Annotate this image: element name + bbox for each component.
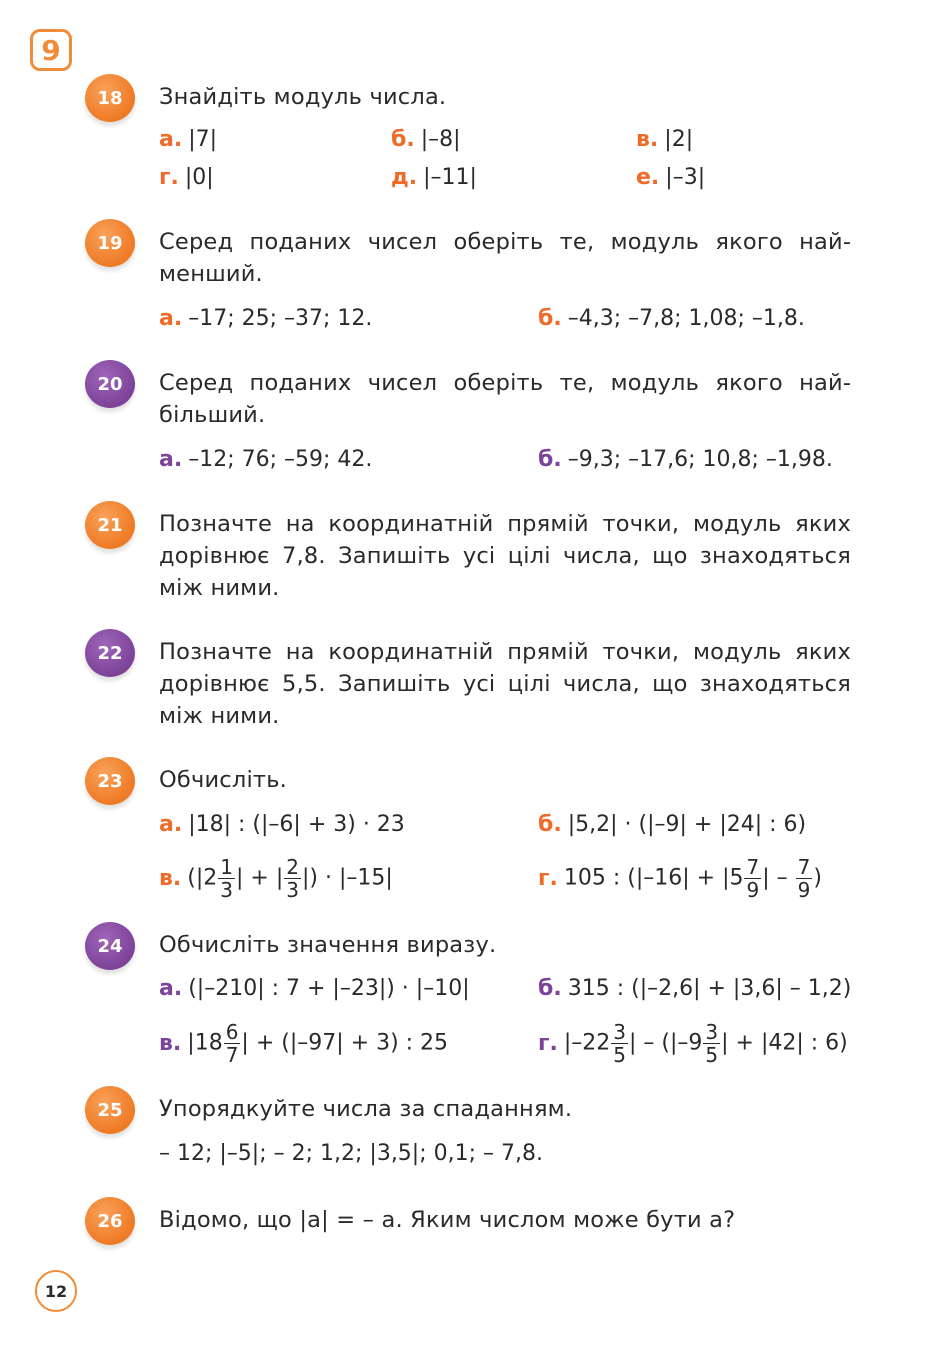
fraction: $\frac{7}{9}$: [746, 855, 760, 902]
task-18-option-b: б. |–8|: [391, 127, 461, 152]
task-number-18: 18: [85, 74, 135, 122]
task-19-option-b: б. –4,3; –7,8; 1,08; –1,8.: [538, 306, 805, 331]
task-24-option-a: а. (|–210| : 7 + |–23|) · |–10|: [159, 976, 470, 1001]
task-19-text: Серед поданих чисел оберіть те, модуль якого найменший.: [159, 229, 851, 287]
task-24-option-v: в. |18 $\frac{6}{7}$ | + (|–97| + 3) : 25: [159, 1020, 449, 1067]
task-number-23: 23: [85, 757, 135, 805]
task-21-text: Позначте на координатній прямій точки, модуль яких дорівнює 7,8. Запишіть усі цілі числа, що знаходяться між ними.: [159, 511, 851, 601]
task-number-25: 25: [85, 1086, 135, 1134]
fraction: $\frac{1}{3}$: [220, 855, 234, 902]
task-20-option-b: б. –9,3; –17,6; 10,8; –1,98.: [538, 447, 833, 472]
task-22-text: Позначте на координатній прямій точки, модуль яких дорівнює 5,5. Запишіть усі цілі числа, що знаходяться між ними.: [159, 639, 851, 729]
fraction: $\frac{6}{7}$: [225, 1020, 239, 1067]
task-20-text: Серед поданих чисел оберіть те, модуль якого найбільший.: [159, 370, 851, 428]
task-23-option-v: в. (|2 $\frac{1}{3}$ | + | $\frac{2}{3}$ |) · |–15|: [159, 855, 393, 902]
task-number-21: 21: [85, 501, 135, 549]
fraction: $\frac{3}{5}$: [705, 1020, 719, 1067]
task-23-option-a: а. |18| : (|–6| + 3) · 23: [159, 812, 405, 837]
task-26-text: Відомо, що |a| = – a. Яким числом може бути а?: [159, 1207, 736, 1233]
task-18-text: Знайдіть модуль числа.: [159, 84, 447, 110]
task-18-option-d: д. |–11|: [391, 165, 477, 190]
task-24-option-g: г. |–22 $\frac{3}{5}$ | – (|–9 $\frac{3}{5}$ | + |42| : 6): [538, 1020, 848, 1067]
fraction: $\frac{3}{5}$: [613, 1020, 626, 1067]
task-18-option-g: г. |0|: [159, 165, 214, 190]
fraction: $\frac{2}{3}$: [286, 855, 299, 902]
task-number-26: 26: [85, 1197, 135, 1245]
task-18-option-e: е. |–3|: [636, 165, 706, 190]
task-20-option-a: а. –12; 76; –59; 42.: [159, 447, 373, 472]
task-24-text: Обчисліть значення виразу.: [159, 932, 497, 958]
task-24-option-b: б. 315 : (|–2,6| + |3,6| – 1,2): [538, 976, 852, 1001]
task-25-sequence: – 12; |–5|; – 2; 1,2; |3,5|; 0,1; – 7,8.: [159, 1141, 543, 1166]
task-18-option-v: в. |2|: [636, 127, 694, 152]
task-23-option-g: г. 105 : (|–16| + |5 $\frac{7}{9}$ | – $\frac{7}{9}$ ): [538, 855, 822, 902]
task-number-19: 19: [85, 219, 135, 267]
task-number-24: 24: [85, 922, 135, 970]
task-25-text: Упорядкуйте числа за спаданням.: [159, 1096, 573, 1122]
task-18-option-a: а. |7|: [159, 127, 218, 152]
lesson-number-badge: 9: [30, 29, 72, 71]
task-23-text: Обчисліть.: [159, 767, 288, 793]
task-19-option-a: а. –17; 25; –37; 12.: [159, 306, 373, 331]
task-number-20: 20: [85, 360, 135, 408]
page-number: 12: [35, 1270, 77, 1312]
fraction: $\frac{7}{9}$: [797, 855, 811, 902]
task-number-22: 22: [85, 629, 135, 677]
task-23-option-b: б. |5,2| · (|–9| + |24| : 6): [538, 812, 807, 837]
